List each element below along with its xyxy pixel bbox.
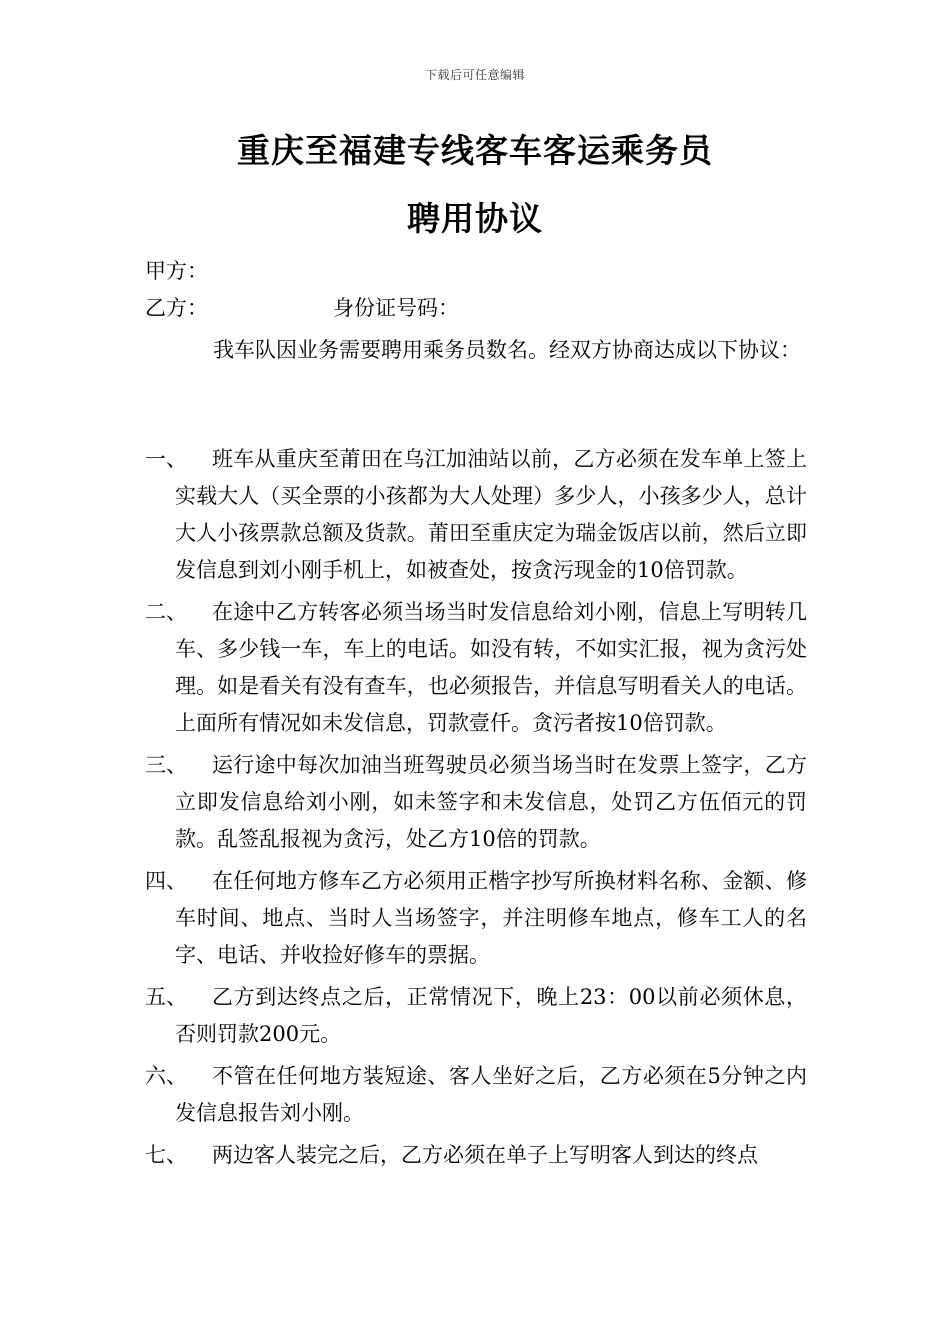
- party-b-label: 乙方：: [145, 296, 208, 320]
- clause-text: 乙方到达终点之后，正常情况下，晚上23：00以前必须休息，否则罚款200元。: [175, 985, 807, 1046]
- clause-7: [145, 1137, 825, 1174]
- clause-number: 七、: [145, 1143, 187, 1167]
- clause-1: [145, 441, 825, 589]
- clause-number: 二、: [145, 600, 187, 624]
- clause-text: 班车从重庆至莆田在乌江加油站以前，乙方必须在发车单上签上实载大人（买全票的小孩都为大人处理）多少人，小孩多少人，总计大人小孩票款总额及货款。莆田至重庆定为瑞金饭店以前，然后立即发信息到刘小刚手机上，如被查处，按贪污现金的10倍罚款。: [175, 447, 807, 582]
- header-note: 下载后可任意编辑: [424, 68, 525, 82]
- id-number-label: 身份证号码：: [333, 296, 459, 320]
- clause-text: 不管在任何地方装短途、客人坐好之后，乙方必须在5分钟之内发信息报告刘小刚。: [175, 1064, 807, 1125]
- document-title-line-2: 聘用协议: [407, 199, 543, 238]
- clause-number: 五、: [145, 985, 187, 1009]
- clause-6: [145, 1058, 825, 1132]
- clause-text: 运行途中每次加油当班驾驶员必须当场当时在发票上签字，乙方立即发信息给刘小刚，如未签字和未发信息，处罚乙方伍佰元的罚款。乱签乱报视为贪污，处乙方10倍的罚款。: [175, 753, 807, 851]
- document-title-line-1: 重庆至福建专线客车客运乘务员: [237, 131, 713, 170]
- clause-5: [145, 979, 825, 1053]
- clause-number: 六、: [145, 1064, 187, 1088]
- clause-text: 两边客人装完之后，乙方必须在单子上写明客人到达的终点: [212, 1143, 758, 1167]
- clause-number: 四、: [145, 869, 187, 893]
- intro-paragraph: 我车队因业务需要聘用乘务员数名。经双方协商达成以下协议：: [213, 338, 801, 362]
- clause-text: 在任何地方修车乙方必须用正楷字抄写所换材料名称、金额、修车时间、地点、当时人当场签字，并注明修车地点，修车工人的名字、电话、并收捡好修车的票据。: [175, 869, 807, 967]
- clause-text: 在途中乙方转客必须当场当时发信息给刘小刚，信息上写明转几车、多少钱一车，车上的电话。如没有转，不如实汇报，视为贪污处理。如是看关有没有查车，也必须报告，并信息写明看关人的电话。上面所有情况如未发信息，罚款壹仟。贪污者按10倍罚款。: [175, 600, 807, 735]
- clause-list: [145, 441, 825, 1179]
- clause-number: 三、: [145, 753, 187, 777]
- clause-2: [145, 594, 825, 742]
- clause-3: [145, 747, 825, 858]
- party-a-label: 甲方：: [145, 259, 208, 283]
- clause-4: [145, 863, 825, 974]
- clause-number: 一、: [145, 447, 187, 471]
